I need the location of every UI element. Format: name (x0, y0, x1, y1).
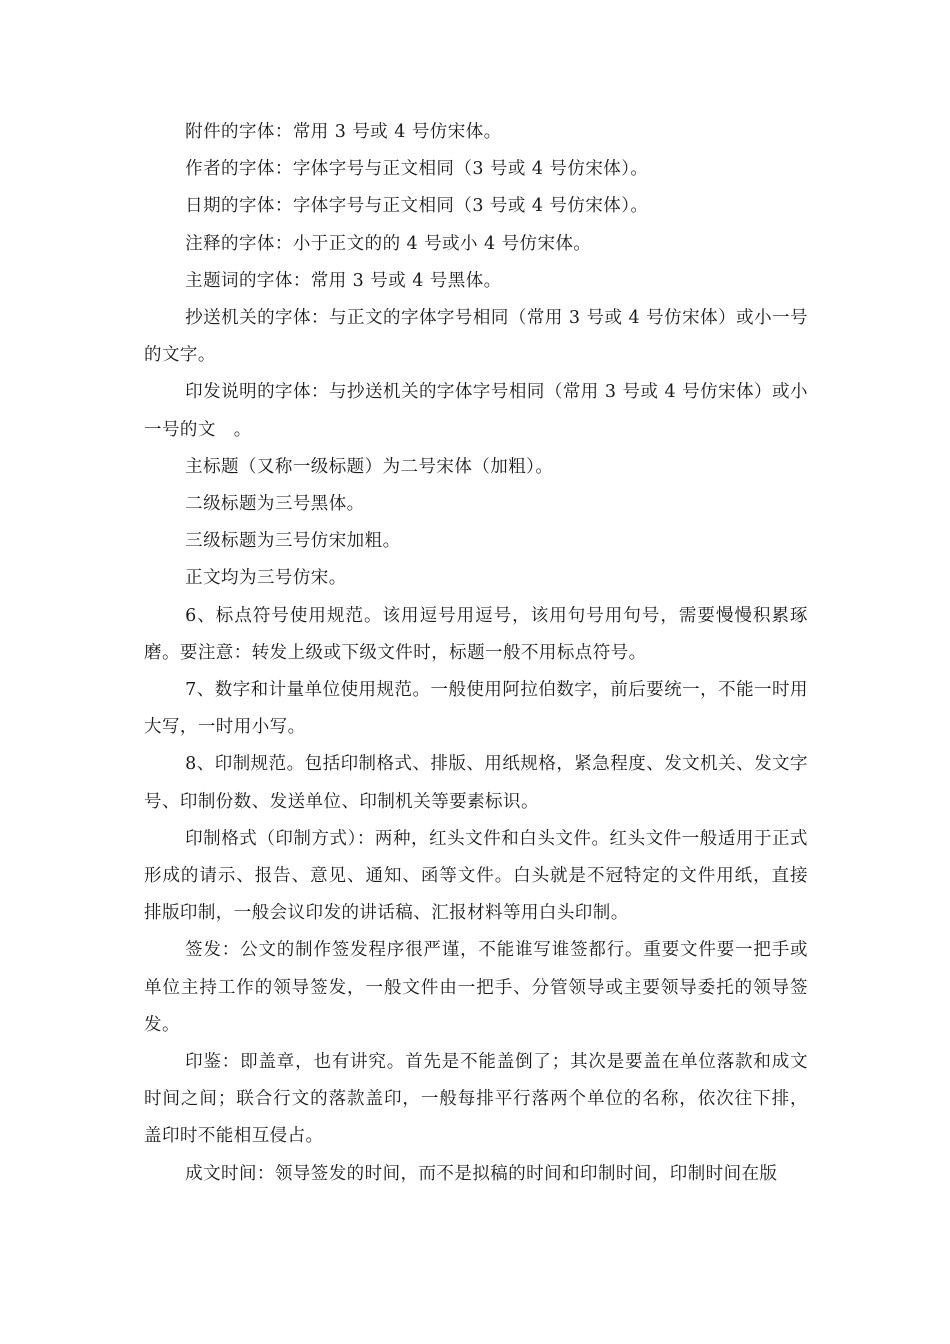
paragraph-numbers-units: 7、数字和计量单位使用规范。一般使用阿拉伯数字，前后要统一，不能一时用大写，一时用小写。 (144, 680, 808, 738)
paragraph-signing: 签发：公文的制作签发程序很严谨，不能谁写谁签都行。重要文件要一把手或单位主持工作的领导签发，一般文件由一把手、分管领导或主要领导委托的领导签发。 (144, 940, 808, 1035)
paragraph-date-font: 日期的字体：字体字号与正文相同（3 号或 4 号仿宋体）。 (185, 196, 649, 217)
paragraph-annotation-font: 注释的字体：小于正文的的 4 号或小 4 号仿宋体。 (185, 233, 592, 254)
paragraph-printing-format: 印制格式（印制方式）：两种，红头文件和白头文件。红头文件一般适用于正式形成的请示、报告、意见、通知、函等文件。白头就是不冠特定的文件用纸，直接排版印制，一般会议印发的讲话稿、汇报材料等用白头印制。 (144, 828, 808, 924)
paragraph-punctuation: 6、标点符号使用规范。该用逗号用逗号，该用句号用句号，需要慢慢积累琢磨。要注意：转发上级或下级文件时，标题一般不用标点符号。 (144, 605, 808, 663)
paragraph-attachment-font: 附件的字体：常用 3 号或 4 号仿宋体。 (185, 122, 502, 142)
paragraph-main-title: 主标题（又称一级标题）为二号宋体（加粗）。 (185, 456, 554, 477)
paragraph-print-note-font: 印发说明的字体：与抄送机关的字体字号相同（常用 3 号或 4 号仿宋体）或小一号的文 。 (144, 382, 808, 440)
paragraph-level-3-title: 三级标题为三号仿宋加粗。 (185, 531, 401, 552)
paragraph-printing-spec: 8、印制规范。包括印制格式、排版、用纸规格，紧急程度、发文机关、发文字号、印制份数、发送单位、印制机关等要素标识。 (144, 754, 808, 812)
paragraph-issue-date: 成文时间：领导签发的时间，而不是拟稿的时间和印制时间，印制时间在版 (185, 1163, 778, 1184)
paragraph-seal: 印鉴：即盖章，也有讲究。首先是不能盖倒了；其次是要盖在单位落款和成文时间之间；联合行文的落款盖印，一般每排平行落两个单位的名称，依次往下排，盖印时不能相互侵占。 (144, 1052, 808, 1147)
paragraph-subject-font: 主题词的字体：常用 3 号或 4 号黑体。 (185, 270, 502, 291)
paragraph-author-font: 作者的字体：字体字号与正文相同（3 号或 4 号仿宋体）。 (185, 159, 649, 180)
paragraph-body-text: 正文均为三号仿宋。 (185, 568, 347, 589)
document-body (144, 114, 808, 1193)
paragraph-level-2-title: 二级标题为三号黑体。 (185, 494, 365, 515)
paragraph-cc-font: 抄送机关的字体：与正文的字体字号相同（常用 3 号或 4 号仿宋体）或小一号的文字。 (144, 308, 808, 366)
